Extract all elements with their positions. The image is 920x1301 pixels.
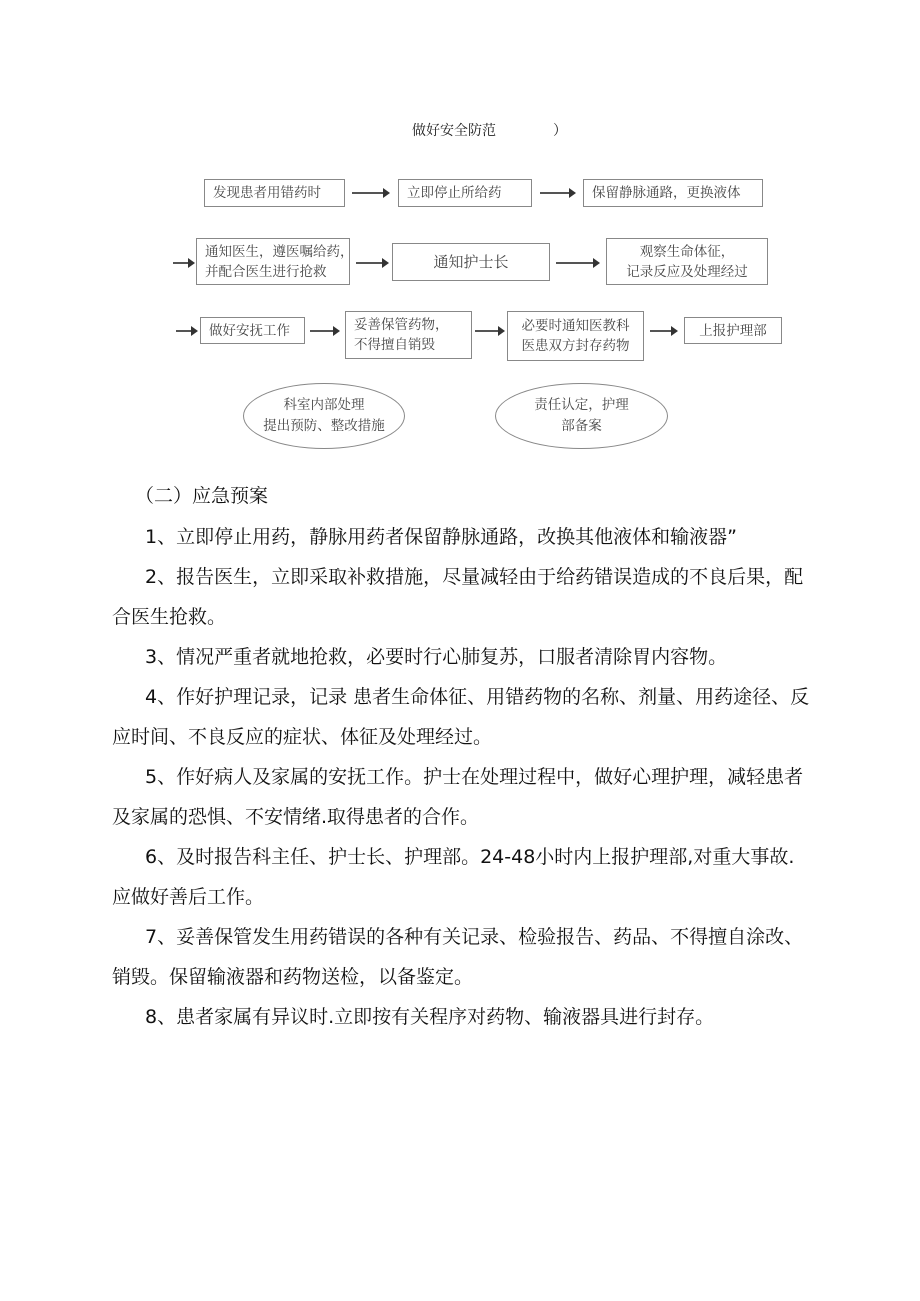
arrow-icon [650, 330, 676, 332]
arrow-icon [176, 330, 196, 332]
flow-text: 通知护士长 [433, 253, 509, 271]
flow-ellipse-internal [243, 383, 405, 449]
flow-text: 必要时通知医教科 [521, 318, 630, 334]
arrow-icon [352, 192, 388, 194]
flow-text: 不得擅自销毁 [354, 337, 435, 353]
plan-item-4: 4、作好护理记录，记录 患者生命体征、用错药物的名称、剂量、用药途径、反应时间、不良反应的症状、体征及处理经过。 [112, 686, 810, 748]
flow-text: 医患双方封存药物 [521, 338, 630, 354]
arrow-icon [475, 330, 503, 332]
flow-text: 记录反应及处理经过 [626, 263, 748, 280]
plan-item-3: 3、情况严重者就地抢救，必要时行心肺复苏，口服者清除胃内容物。 [145, 646, 728, 668]
plan-item-7: 7、妥善保管发生用药错误的各种有关记录、检验报告、药品、不得擅自涂改、销毁。保留输液器和药物送检，以备鉴定。 [112, 926, 804, 988]
plan-item-6: 6、及时报告科主任、护士长、护理部。24-48小时内上报护理部,对重大事故.应做好善后工作。 [112, 846, 795, 908]
flow-text: 妥善保管药物， [354, 317, 449, 333]
plan-item-2: 2、报告医生，立即采取补救措施，尽量减轻由于给药错误造成的不良后果，配合医生抢救。 [112, 566, 804, 628]
arrow-icon [356, 262, 387, 264]
flowchart-title: 做好安全防范 [412, 123, 496, 139]
flow-text: 科室内部处理 [283, 397, 365, 413]
flow-text: 提出预防、整改措施 [263, 418, 385, 434]
plan-item-5: 5、作好病人及家属的安抚工作。护士在处理过程中，做好心理护理，减轻患者及家属的恐惧、不安情绪.取得患者的合作。 [112, 766, 804, 828]
flow-box-notify-head-nurse [392, 243, 550, 281]
flow-text: 保留静脉通路，更换液体 [592, 185, 741, 201]
flow-text: 上报护理部 [699, 322, 767, 339]
flow-text: 通知医生，遵医嘱给药， [205, 243, 354, 260]
flow-box-keep-drugs [345, 311, 472, 359]
arrow-icon [556, 262, 598, 264]
flow-text: 立即停止所给药 [407, 185, 502, 201]
flow-box-observe [606, 238, 768, 285]
arrow-icon [310, 330, 338, 332]
section-heading: （二）应急预案 [135, 485, 269, 507]
flow-text: 责任认定，护理 [534, 397, 629, 413]
flow-text: 发现患者用错药时 [213, 185, 321, 201]
flow-text: 观察生命体征， [639, 243, 735, 260]
flow-box-stop [398, 179, 532, 207]
flow-text: 部备案 [561, 418, 602, 434]
plan-item-1: 1、立即停止用药，静脉用药者保留静脉通路，改换其他液体和输液器” [145, 526, 737, 548]
flow-box-notify-doctor [196, 238, 354, 285]
plan-item-8: 8、患者家属有异议时.立即按有关程序对药物、输液器具进行封存。 [145, 1006, 715, 1028]
flow-box-comfort [200, 317, 305, 344]
flow-box-seal-drugs [507, 311, 644, 361]
arrow-icon [540, 192, 574, 194]
flow-box-keep-iv [583, 179, 763, 207]
flowchart-title-paren: ） [553, 123, 567, 139]
flow-box-report [684, 317, 782, 344]
flow-text: 做好安抚工作 [209, 322, 290, 339]
arrow-icon [173, 262, 193, 264]
flow-box-discover [204, 179, 345, 207]
flow-ellipse-responsibility [495, 383, 668, 449]
flow-text: 并配合医生进行抢救 [205, 263, 327, 280]
